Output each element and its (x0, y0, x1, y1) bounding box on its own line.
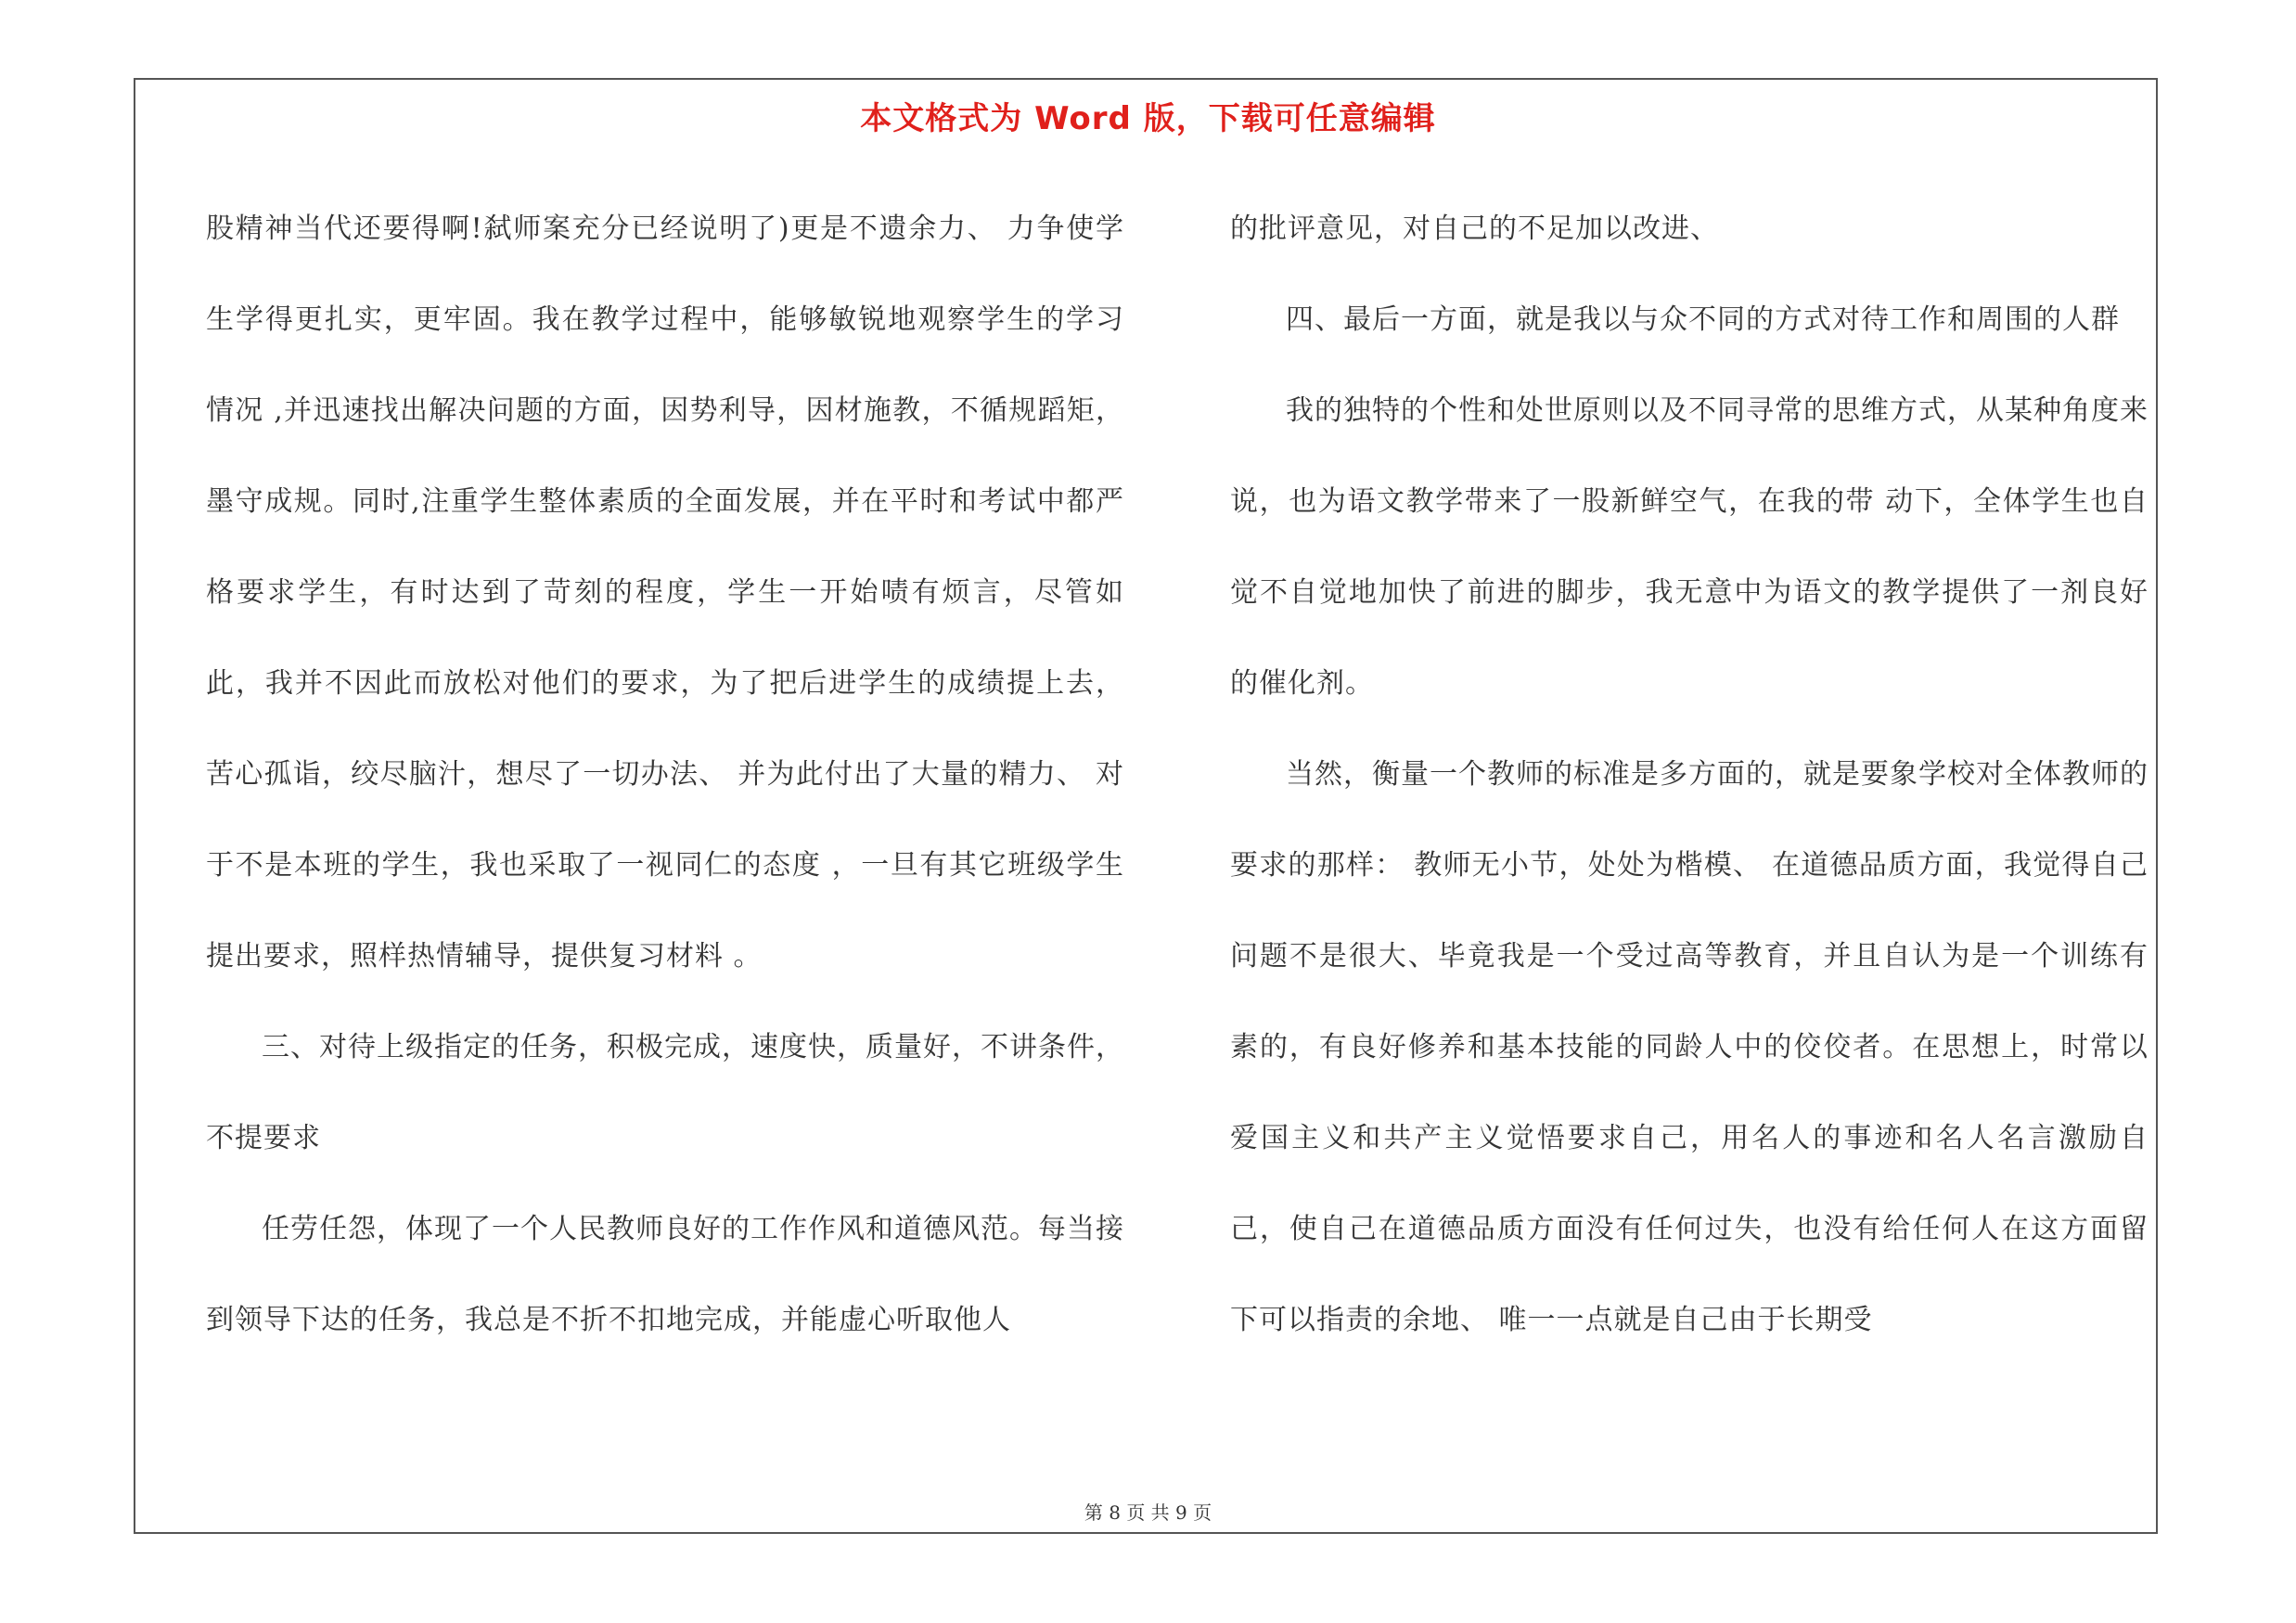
body-paragraph: 的批评意见，对自己的不足加以改进、 (1230, 213, 1719, 245)
body-paragraph: 股精神当代还要得啊!弑师案充分已经说明了)更是不遗余力、 力争使学生学得更扎实，更牢固。我在教学过程中，能够敏锐地观察学生的学习情况 ,并迅速找出解决问题的方面，因势利导，因材施教，不循规蹈矩，墨守成规。同时,注重学生整体素质的全面发展，并在平时和考试中都严格要求学生，有时达到了苛刻的程度，学生一开始啧有烦言，尽管如此，我并不因此而放松对他们的要求，为了把后进学生的成绩提上去，苦心孤诣，绞尽脑汁，想尽了一切办法、 并为此付出了大量的精力、 对于不是本班的学生，我也采取了一视同仁的态度 ，一旦有其它班级学生提出要求，照样热情辅导，提供复习材料 。 (206, 213, 1124, 973)
format-notice-banner: 本文格式为 Word 版，下载可任意编辑 (860, 100, 1436, 137)
body-paragraph: 我的独特的个性和处世原则以及不同寻常的思维方式，从某种角度来说，也为语文教学带来了一股新鲜空气，在我的带 动下，全体学生也自觉不自觉地加快了前进的脚步，我无意中为语文的教学提供了一剂良好的催化剂。 (1230, 394, 2148, 700)
section-heading-paragraph: 四、最后一方面，就是我以与众不同的方式对待工作和周围的人群 (1286, 303, 2120, 336)
body-paragraph: 当然，衡量一个教师的标准是多方面的，就是要象学校对全体教师的要求的那样： 教师无小节，处处为楷模、 在道德品质方面，我觉得自己问题不是很大、毕竟我是一个受过高等教育，并且自认为是一个训练有素的，有良好修养和基本技能的同龄人中的佼佼者。在思想上，时常以爱国主义和共产主义觉悟要求自己，用名人的事迹和名人名言激励自己，使自己在道德品质方面没有任何过失，也没有给任何人在这方面留下可以指责的余地、 唯一一点就是自己由于长期受 (1230, 758, 2148, 1336)
body-paragraph: 任劳任怨，体现了一个人民教师良好的工作作风和道德风范。每当接到领导下达的任务，我总是不折不扣地完成，并能虚心听取他人 (206, 1213, 1124, 1336)
right-text-column (1230, 184, 2148, 1366)
section-heading-paragraph: 三、对待上级指定的任务，积极完成，速度快，质量好，不讲条件，不提要求 (206, 1031, 1124, 1154)
page-number-footer: 第 8 页 共 9 页 (1084, 1501, 1212, 1524)
left-text-column (206, 184, 1124, 1366)
